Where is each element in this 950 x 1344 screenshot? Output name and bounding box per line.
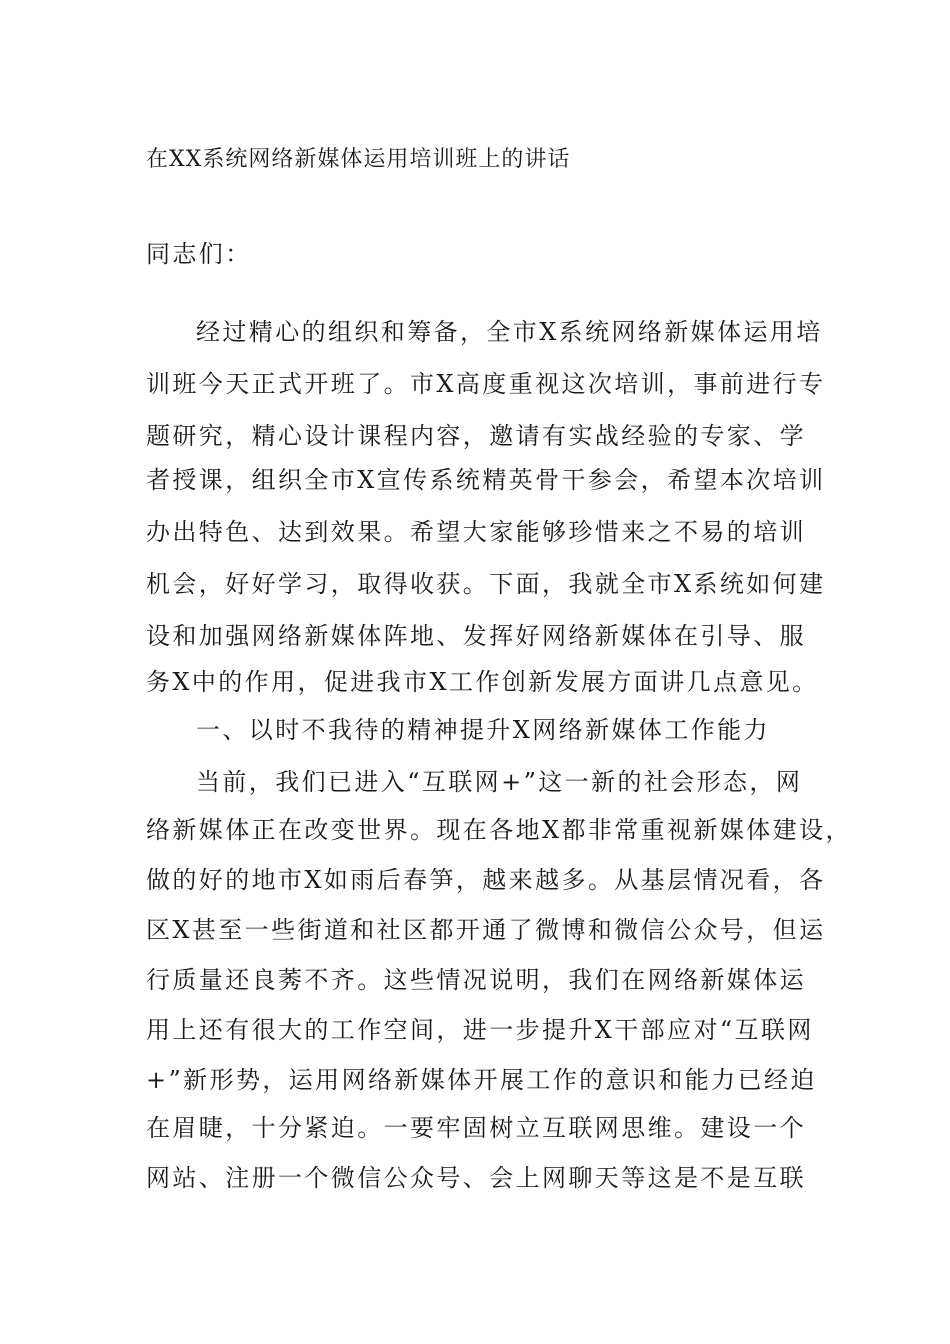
paragraph-line: 办出特色、达到效果。希望大家能够珍惜来之不易的培训: [146, 518, 806, 546]
paragraph-line: 设和加强网络新媒体阵地、发挥好网络新媒体在引导、服: [146, 622, 806, 650]
paragraph-line: 务X中的作用，促进我市X工作创新发展方面讲几点意见。: [146, 668, 819, 696]
paragraph-line: 络新媒体正在改变世界。现在各地X都非常重视新媒体建设，: [146, 816, 852, 844]
section-heading: 一、以时不我待的精神提升X网络新媒体工作能力: [196, 716, 770, 744]
paragraph-line: 用上还有很大的工作空间，进一步提升X干部应对“互联网: [146, 1016, 814, 1044]
paragraph-line: 当前，我们已进入“互联网+”这一新的社会形态，网: [196, 768, 803, 796]
paragraph-line: 在眉睫，十分紧迫。一要牢固树立互联网思维。建设一个: [146, 1114, 806, 1142]
paragraph-line: 者授课，组织全市X宣传系统精英骨干参会，希望本次培训: [146, 466, 826, 494]
paragraph-line: 区X甚至一些街道和社区都开通了微博和微信公众号，但运: [146, 916, 826, 944]
page-title: 在XX系统网络新媒体运用培训班上的讲话: [146, 147, 571, 172]
paragraph-line: 训班今天正式开班了。市X高度重视这次培训，事前进行专: [146, 370, 826, 398]
paragraph-line: +”新形势，运用网络新媒体开展工作的意识和能力已经迫: [146, 1066, 817, 1094]
paragraph-line: 机会，好好学习，取得收获。下面，我就全市X系统如何建: [146, 570, 826, 598]
salutation: 同志们：: [146, 240, 252, 268]
paragraph-line: 行质量还良莠不齐。这些情况说明，我们在网络新媒体运: [146, 966, 806, 994]
paragraph-line: 题研究，精心设计课程内容，邀请有实战经验的专家、学: [146, 422, 806, 450]
paragraph-line: 做的好的地市X如雨后春笋，越来越多。从基层情况看，各: [146, 866, 826, 894]
paragraph-line: 网站、注册一个微信公众号、会上网聊天等这是不是互联: [146, 1164, 806, 1192]
paragraph-line: 经过精心的组织和筹备，全市X系统网络新媒体运用培: [196, 318, 823, 346]
